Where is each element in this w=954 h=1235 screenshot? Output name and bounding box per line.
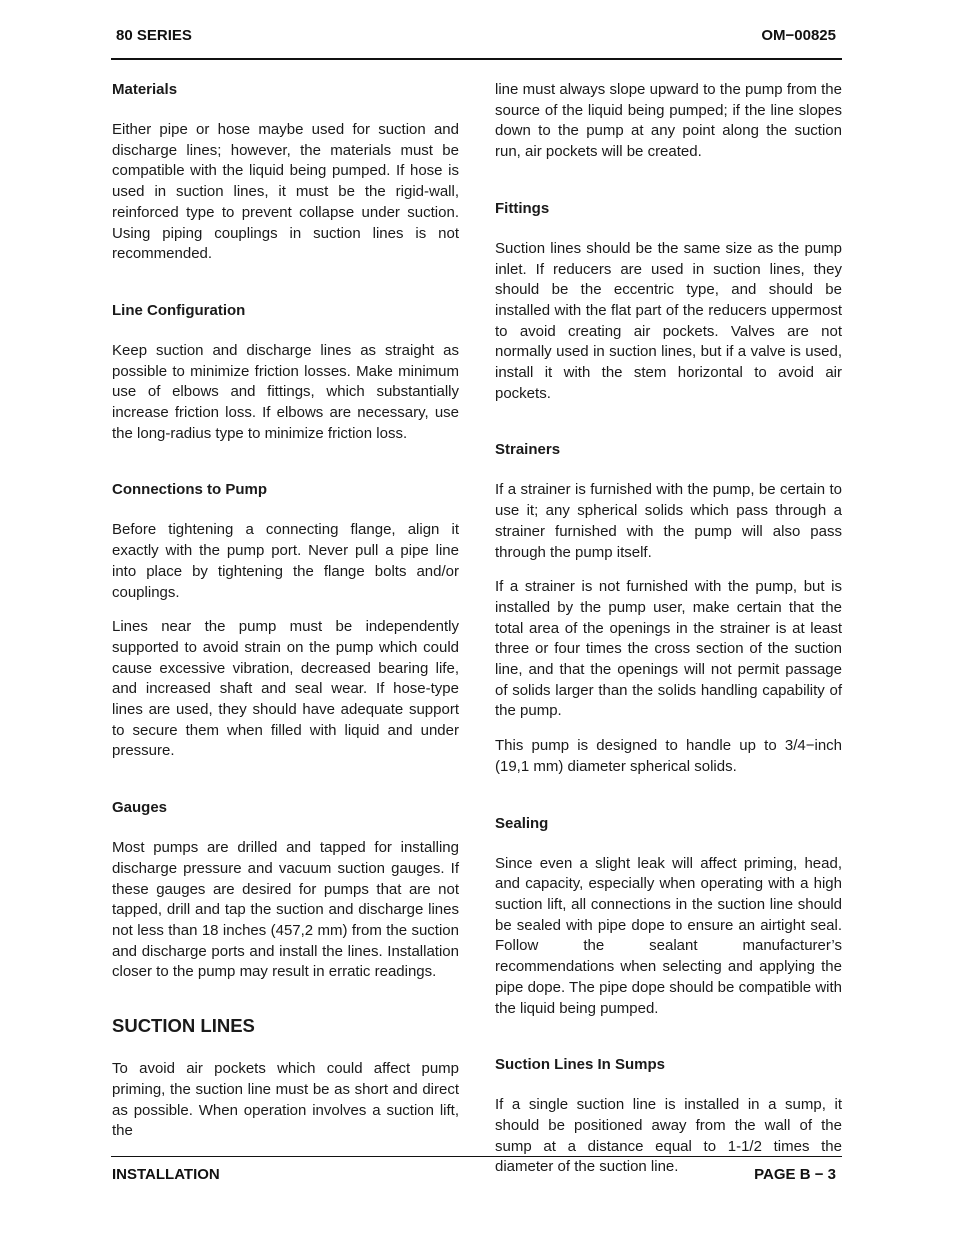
section-title-strainers: Strainers — [495, 441, 561, 459]
paragraph-suction-continued: line must always slope upward to the pump from the source of the liquid being pumped; if the line slopes down to the pump at any point along the suction run, air pockets will be created. — [495, 81, 842, 161]
header-doc-number: OM−00825 — [761, 27, 836, 44]
section-title-fittings: Fittings — [495, 199, 550, 217]
paragraph-strainers-3: This pump is designed to handle up to 3/4−inch (19,1 mm) diameter spherical solids. — [495, 737, 842, 775]
paragraph-connections-1: Before tightening a connecting flange, align it exactly with the pump port. Never pull a pipe line into place by tightening the flange bolts and/or couplings. — [112, 521, 459, 601]
right-column — [495, 80, 842, 1192]
section-title-connections: Connections to Pump — [112, 481, 267, 499]
section-title-materials: Materials — [112, 81, 178, 98]
header-rule — [111, 58, 842, 60]
header-series: 80 SERIES — [116, 27, 192, 44]
paragraph-connections-2: Lines near the pump must be independently supported to avoid strain on the pump which could cause excessive vibration, decreased bearing life, and increased shaft and seal wear. If hose-type lines are used, they should have adequate support to secure them when filled with liquid and under pressure. — [112, 618, 459, 760]
left-column — [112, 80, 459, 1156]
section-title-line-configuration: Line Configuration — [112, 301, 246, 319]
footer-section: INSTALLATION — [112, 1166, 220, 1183]
paragraph-gauges: Most pumps are drilled and tapped for installing discharge pressure and vacuum suction gauges. If these gauges are desired for pumps that are not tapped, drill and tap the suction and discharge lines not less than 18 inches (457,2 mm) from the suction and discharge ports and install the lines. Installation closer to the pump may result in erratic readings. — [112, 839, 459, 981]
paragraph-strainers-1: If a strainer is furnished with the pump, be certain to use it; any spherical solids which pass through a strainer furnished with the pump will also pass through the pump itself. — [495, 481, 842, 561]
paragraph-suction-lines: To avoid air pockets which could affect pump priming, the suction line must be as short and direct as possible. When operation involves a suction lift, the — [112, 1060, 459, 1140]
paragraph-sealing: Since even a slight leak will affect priming, head, and capacity, especially when operating with a high suction lift, all connections in the suction line should be sealed with pipe dope to ensure an airtight seal. Follow the sealant manufacturer’s recommendations when selecting and applying the pipe dope. The pipe dope should be compatible with the liquid being pumped. — [495, 854, 842, 1017]
paragraph-sumps: If a single suction line is installed in a sump, it should be positioned away from the wall of the sump at a distance equal to 1-1/2 times the diameter of the suction line. — [495, 1096, 842, 1176]
footer-rule — [111, 1156, 842, 1157]
section-title-suction-lines: SUCTION LINES — [112, 1015, 255, 1037]
footer-page-number: PAGE B − 3 — [754, 1166, 836, 1183]
paragraph-strainers-2: If a strainer is not furnished with the pump, but is installed by the pump user, make certain that the total area of the openings in the strainer is at least three or four times the cross section of the suction line, and that the openings will not permit passage of solids larger than the solids handling capability of the pump. — [495, 578, 842, 720]
section-title-sumps: Suction Lines In Sumps — [495, 1056, 666, 1074]
section-title-gauges: Gauges — [112, 799, 168, 817]
paragraph-fittings: Suction lines should be the same size as the pump inlet. If reducers are used in suction lines, they should be the eccentric type, and should be installed with the flat part of the reducers uppermost to avoid creating air pockets. Valves are not normally used in suction lines, but if a valve is used, install it with the stem horizontal to avoid air pockets. — [495, 239, 842, 402]
section-title-sealing: Sealing — [495, 814, 549, 832]
paragraph-materials: Either pipe or hose maybe used for suction and discharge lines; however, the materials must be compatible with the liquid being pumped. If hose is used in suction lines, it must be the rigid-wall, reinforced type to prevent collapse under suction. Using piping couplings in suction lines is not recommended. — [112, 121, 459, 263]
paragraph-line-configuration: Keep suction and discharge lines as straight as possible to minimize friction losses. Make minimum use of elbows and fittings, which substantially increase friction loss. If elbows are necessary, use the long-radius type to minimize friction loss. — [112, 341, 459, 442]
